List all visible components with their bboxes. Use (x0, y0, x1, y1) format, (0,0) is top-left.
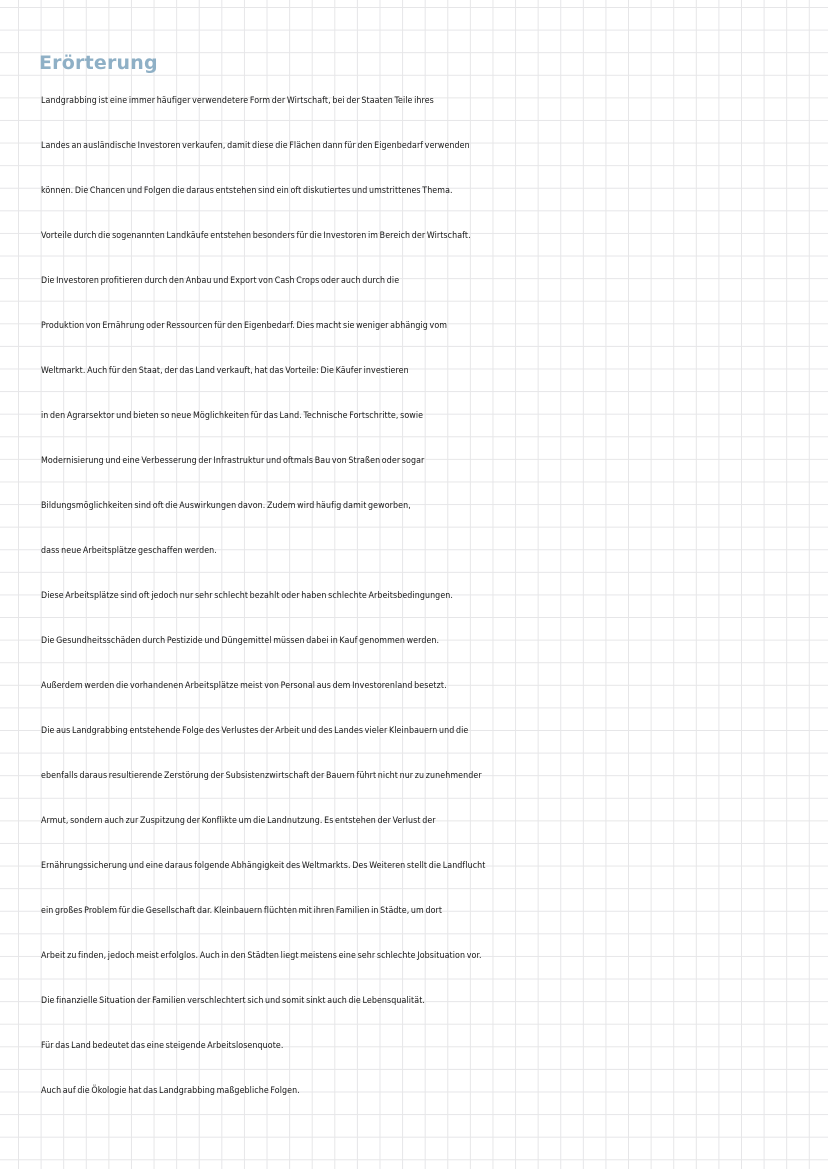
text-line: Für das Land bedeutet das eine steigende Arbeitslosenquote. (41, 1041, 284, 1051)
text-line: dass neue Arbeitsplätze geschaffen werden. (41, 546, 217, 556)
text-line: Auch auf die Ökologie hat das Landgrabbing maßgebliche Folgen. (41, 1086, 300, 1096)
text-line: Landes an ausländische Investoren verkaufen, damit diese die Flächen dann für den Eigenbedarf verwenden (41, 141, 470, 151)
text-line: Die Gesundheitsschäden durch Pestizide und Düngemittel müssen dabei in Kauf genommen werden. (41, 636, 440, 646)
text-line: Arbeit zu finden, jedoch meist erfolglos. Auch in den Städten liegt meistens eine sehr schlechte Jobsituation vor. (41, 951, 482, 961)
text-line: Weltmarkt. Auch für den Staat, der das Land verkauft, hat das Vorteile: Die Käufer investieren (41, 366, 409, 376)
text-line: Die finanzielle Situation der Familien verschlechtert sich und somit sinkt auch die Lebensqualität. (41, 996, 426, 1006)
text-line: Vorteile durch die sogenannten Landkäufe entstehen besonders für die Investoren im Bereich der Wirtschaft. (41, 231, 471, 241)
text-line: können. Die Chancen und Folgen die daraus entstehen sind ein oft diskutiertes und umstrittenes Thema. (41, 186, 453, 196)
text-line: Armut, sondern auch zur Zuspitzung der Konflikte um die Landnutzung. Es entstehen der Verlust der (41, 816, 436, 826)
text-line: Die aus Landgrabbing entstehende Folge des Verlustes der Arbeit und des Landes vieler Kleinbauern und die (41, 726, 469, 736)
text-line: Landgrabbing ist eine immer häufiger verwendetere Form der Wirtschaft, bei der Staaten Teile ihres (41, 96, 434, 106)
text-line: in den Agrarsektor und bieten so neue Möglichkeiten für das Land. Technische Fortschritte, sowie (41, 411, 424, 421)
text-line: ein großes Problem für die Gesellschaft dar. Kleinbauern flüchten mit ihren Familien in Städte, um dort (41, 906, 443, 916)
text-line: Diese Arbeitsplätze sind oft jedoch nur sehr schlecht bezahlt oder haben schlechte Arbeitsbedingungen. (41, 591, 454, 601)
text-line: Modernisierung und eine Verbesserung der Infrastruktur und oftmals Bau von Straßen oder sogar (41, 456, 425, 466)
text-line: Bildungsmöglichkeiten sind oft die Auswirkungen davon. Zudem wird häufig damit geworben, (41, 501, 411, 511)
text-line: Ernährungssicherung und eine daraus folgende Abhängigkeit des Weltmarkts. Des Weiteren stellt die Landflucht (41, 861, 486, 871)
text-line: Die Investoren profitieren durch den Anbau und Export von Cash Crops oder auch durch die (41, 276, 400, 286)
text-line: Außerdem werden die vorhandenen Arbeitsplätze meist von Personal aus dem Investorenland besetzt. (41, 681, 447, 691)
text-line: ebenfalls daraus resultierende Zerstörung der Subsistenzwirtschaft der Bauern führt nicht nur zu zunehmender (41, 771, 482, 781)
essay-body (41, 86, 821, 1121)
text-line: Produktion von Ernährung oder Ressourcen für den Eigenbedarf. Dies macht sie weniger abhängig vom (41, 321, 448, 331)
document-title: Erörterung (39, 51, 158, 74)
